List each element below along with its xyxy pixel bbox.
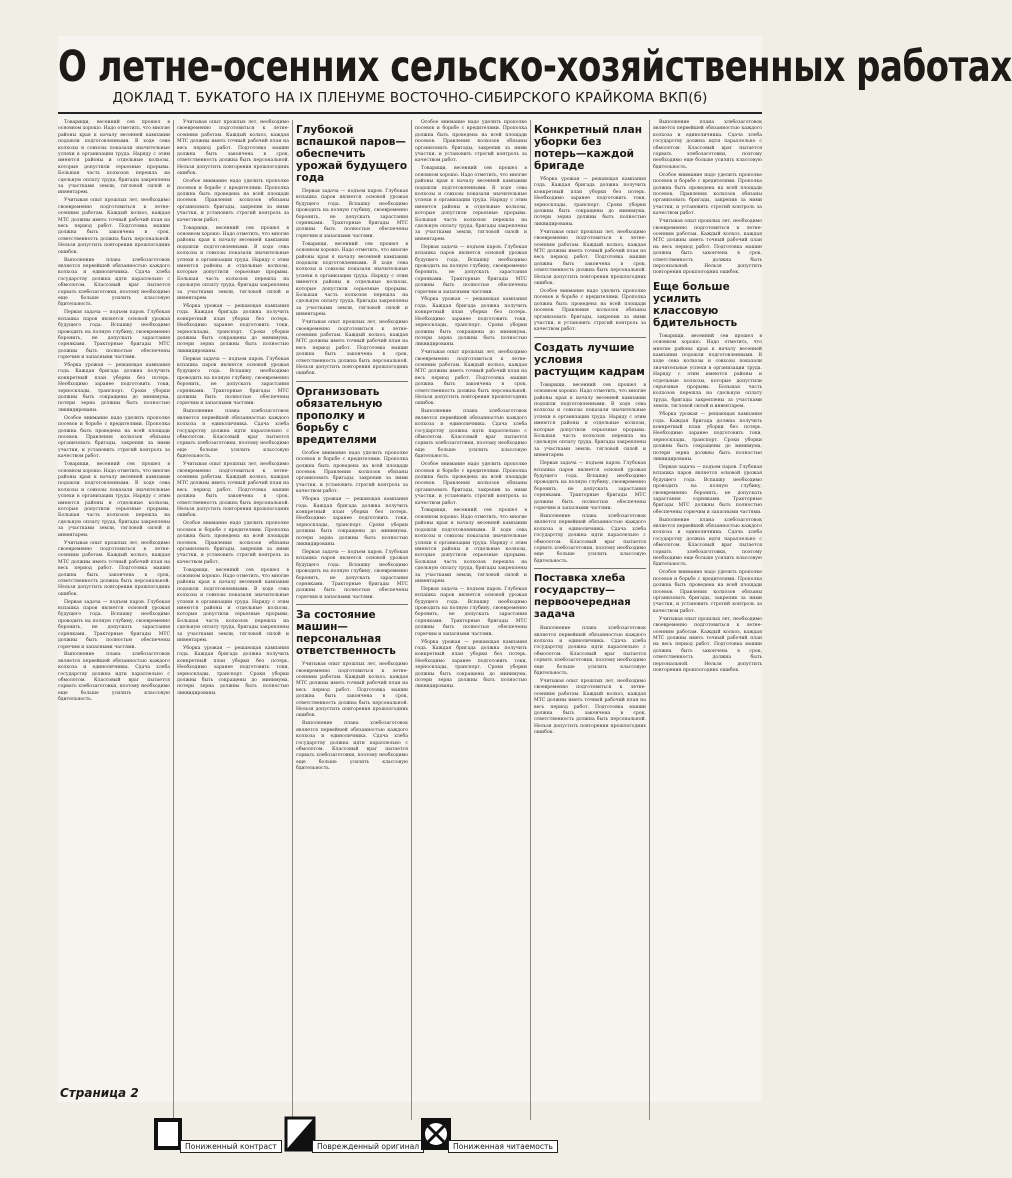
section-rule bbox=[534, 568, 646, 569]
column-3-text-6: Первая задача — подъем паров. Глубокая вспашка паров является основой урожая будущего года. Вспашку необходимо проводить на полную глубину, своевременно боронить, не допускать зарастания сорняками. Тракторные бригады МТС должны быть полностью обеспечены горючим и запасными частями. bbox=[296, 549, 408, 600]
column-2-text-5: Первая задача — подъем паров. Глубокая вспашка паров является основой урожая будущего года. Вспашку необходимо проводить на полную глубину, своевременно боронить, не допускать зарастания сорняками. Тракторные бригады МТС должны быть полностью обеспечены горючим и запасными частями. bbox=[177, 356, 289, 407]
section-title-postavka: Поставка хлеба государству—первоочередная задача bbox=[534, 573, 631, 621]
section-title-uborka: Конкретный план уборки без потерь—каждой бригаде bbox=[534, 124, 642, 172]
column-4-text-9: Первая задача — подъем паров. Глубокая вспашка паров является основой урожая будущего года. Вспашку необходимо проводить на полную глубину, своевременно боронить, не допускать зарастания сорняками. Тракторные бригады МТС должны быть полностью обеспечены горючим и запасными частями. bbox=[415, 586, 527, 637]
section-rule bbox=[296, 604, 408, 605]
column-6-text-6: Первая задача — подъем паров. Глубокая вспашка паров является основой урожая будущего года. Вспашку необходимо проводить на полную глубину, своевременно боронить, не допускать зарастания сорняками. Тракторные бригады МТС должны быть полностью обеспечены горючим и запасными частями. bbox=[653, 464, 762, 515]
section-title-propolka: Организовать обязательную прополку и борьбу с вредителями bbox=[296, 385, 383, 446]
column-1-text-2: Учитывая опыт прошлых лет, необходимо своевременно подготовиться к летне-осенним работам. Каждый колхоз, каждая МТС должны иметь точный рабочий план на весь период работ. Подготовка машин должна быть закончена в срок, ответственность должна быть персональной. Нельзя допустить повторения прошлогодних ошибок. bbox=[58, 198, 170, 255]
column-6-text-3: Учитывая опыт прошлых лет, необходимо своевременно подготовиться к летне-осенним работам. Каждый колхоз, каждая МТС должны иметь точный рабочий план на весь период работ. Подготовка машин должна быть закончена в срок, ответственность должна быть персональной. Нельзя допустить повторения прошлогодних ошибок. bbox=[653, 219, 762, 276]
column-4-text-5: Учитывая опыт прошлых лет, необходимо своевременно подготовиться к летне-осенним работам. Каждый колхоз, каждая МТС должны иметь точный рабочий план на весь период работ. Подготовка машин должна быть закончена в срок, ответственность должна быть персональной. Нельзя допустить повторения прошлогодних ошибок. bbox=[415, 350, 527, 407]
column-divider bbox=[649, 120, 650, 1120]
column-6-text-4: Товарищи, весенний сев прошел в основном хорошо. Надо отметить, что многие районы края к началу весенней кампании подошли подготовленными. В ходе сева колхозы и совхозы показали значительные успехи в организации труда. Наряду с этим имеются районы и отдельные колхозы, которые допустили серьезные прорывы. Большая часть колхозов перешла на сдельную оплату труда, бригады закреплены за участками земли, тягловой силой и инвентарем. bbox=[653, 333, 762, 410]
column-5-text-6: Выполнение плана хлебозаготовок является первейшей обязанностью каждого колхоза и единоличника. Сдача хлеба государству должна идти параллельно с обмолотом. Классовый враг пытается сорвать хлебозаготовки, поэтому необходимо еще больше усилить классовую бдительность. bbox=[534, 513, 646, 564]
column-5-text-8: Учитывая опыт прошлых лет, необходимо своевременно подготовиться к летне-осенним работам. Каждый колхоз, каждая МТС должны иметь точный рабочий план на весь период работ. Подготовка машин должна быть закончена в срок, ответственность должна быть персональной. Нельзя допустить повторения прошлогодних ошибок. bbox=[534, 678, 646, 736]
column-2-text-10: Уборка урожая — решающая кампания года. Каждая бригада должна получить конкретный план уборки без потерь. Необходимо заранее подготовить токи, зерносклады, транспорт. Сроки уборки должны быть сокращены до минимума, потери зерна должны быть полностью ликвидированы. bbox=[177, 646, 289, 696]
column-1-text-8: Учитывая опыт прошлых лет, необходимо своевременно подготовиться к летне-осенним работам. Каждый колхоз, каждая МТС должны иметь точный рабочий план на весь период работ. Подготовка машин должна быть закончена в срок, ответственность должна быть персональной. Нельзя допустить повторения прошлогодних ошибок. bbox=[58, 540, 170, 597]
column-3-text-5: Уборка урожая — решающая кампания года. Каждая бригада должна получить конкретный план уборки без потерь. Необходимо заранее подготовить токи, зерносклады, транспорт. Сроки уборки должны быть сокращены до минимума, потери зерна должны быть полностью ликвидированы. bbox=[296, 497, 408, 547]
column-4-text-3: Первая задача — подъем паров. Глубокая вспашка паров является основой урожая будущего года. Вспашку необходимо проводить на полную глубину, своевременно боронить, не допускать зарастания сорняками. Тракторные бригады МТС должны быть полностью обеспечены горючим и запасными частями. bbox=[415, 244, 527, 295]
section-rule bbox=[534, 337, 646, 338]
column-6-text-9: Учитывая опыт прошлых лет, необходимо своевременно подготовиться к летне-осенним работам. Каждый колхоз, каждая МТС должны иметь точный рабочий план на весь период работ. Подготовка машин должна быть закончена в срок, ответственность должна быть персональной. Нельзя допустить повторения прошлогодних ошибок. bbox=[653, 616, 762, 673]
column-5-text: Уборка урожая — решающая кампания года. Каждая бригада должна получить конкретный план уборки без потерь. Необходимо заранее подготовить токи, зерносклады, транспорт. Сроки уборки должны быть сокращены до минимума, потери зерна должны быть полностью ликвидированы. bbox=[534, 177, 646, 227]
column-divider bbox=[292, 120, 293, 1120]
column-2-text-8: Особое внимание надо уделить прополке посевов и борьбе с вредителями. Прополка должна быть проведена на всей площади посевов. Правления колхозов обязаны организовать бригады, закрепив за ними участки, и установить строгий контроль за качеством работ. bbox=[177, 521, 289, 565]
column-3-text-7: Учитывая опыт прошлых лет, необходимо своевременно подготовиться к летне-осенним работам. Каждый колхоз, каждая МТС должны иметь точный рабочий план на весь период работ. Подготовка машин должна быть закончена в срок, ответственность должна быть персональной. Нельзя допустить повторения прошлогодних ошибок. bbox=[296, 662, 408, 719]
column-4-text-6: Выполнение плана хлебозаготовок является первейшей обязанностью каждого колхоза и единоличника. Сдача хлеба государству должна идти параллельно с обмолотом. Классовый враг пытается сорвать хлебозаготовки, поэтому необходимо еще больше усилить классовую бдительность. bbox=[415, 409, 527, 460]
headline-rule bbox=[58, 112, 762, 114]
column-2-text-3: Товарищи, весенний сев прошел в основном хорошо. Надо отметить, что многие районы края к началу весенней кампании подошли подготовленными. В ходе сева колхозы и совхозы показали значительные успехи в организации труда. Наряду с этим имеются районы и отдельные колхозы, которые допустили серьезные прорывы. Большая часть колхозов перешла на сдельную оплату труда, бригады закреплены за участками земли, тягловой силой и инвентарем. bbox=[177, 225, 289, 301]
page-headline: О летне-осенних сельско-хозяйственных работах bbox=[58, 42, 1012, 92]
column-3-text-2: Товарищи, весенний сев прошел в основном хорошо. Надо отметить, что многие районы края к началу весенней кампании подошли подготовленными. В ходе сева колхозы и совхозы показали значительные успехи в организации труда. Наряду с этим имеются районы и отдельные колхозы, которые допустили серьезные прорывы. Большая часть колхозов перешла на сдельную оплату труда, бригады закреплены за участками земли, тягловой силой и инвентарем. bbox=[296, 241, 408, 318]
column-5-text-4: Товарищи, весенний сев прошел в основном хорошо. Надо отметить, что многие районы края к началу весенней кампании подошли подготовленными. В ходе сева колхозы и совхозы показали значительные успехи в организации труда. Наряду с этим имеются районы и отдельные колхозы, которые допустили серьезные прорывы. Большая часть колхозов перешла на сдельную оплату труда, бригады закреплены за участками земли, тягловой силой и инвентарем. bbox=[534, 382, 646, 459]
section-title-bditelnost: Еще больше усилить классовую бдительность bbox=[653, 280, 738, 329]
column-5-text-3: Особое внимание надо уделить прополке посевов и борьбе с вредителями. Прополка должна быть проведена на всей площади посевов. Правления колхозов обязаны организовать бригады, закрепив за ними участки, и установить строгий контроль за качеством работ. bbox=[534, 288, 646, 333]
column-3-text: Первая задача — подъем паров. Глубокая вспашка паров является основой урожая будущего года. Вспашку необходимо проводить на полную глубину, своевременно боронить, не допускать зарастания сорняками. Тракторные бригады МТС должны быть полностью обеспечены горючим и запасными частями. bbox=[296, 189, 408, 239]
report-subheadline: ДОКЛАД Т. БУКАТОГО НА IX ПЛЕНУМЕ ВОСТОЧНО-СИБИРСКОГО КРАЙКОМА ВКП(б) bbox=[112, 91, 708, 106]
column-4-text: Особое внимание надо уделить прополке посевов и борьбе с вредителями. Прополка должна быть проведена на всей площади посевов. Правления колхозов обязаны организовать бригады, закрепив за ними участки, и установить строгий контроль за качеством работ. bbox=[415, 120, 527, 164]
column-2 bbox=[177, 120, 289, 1020]
section-rule bbox=[296, 381, 408, 382]
column-5-text-7: Выполнение плана хлебозаготовок является первейшей обязанностью каждого колхоза и единоличника. Сдача хлеба государству должна идти параллельно с обмолотом. Классовый враг пытается сорвать хлебозаготовки, поэтому необходимо еще больше усилить классовую бдительность. bbox=[534, 626, 646, 676]
column-1-text-3: Выполнение плана хлебозаготовок является первейшей обязанностью каждого колхоза и единоличника. Сдача хлеба государству должна идти параллельно с обмолотом. Классовый враг пытается сорвать хлебозаготовки, поэтому необходимо еще больше усилить классовую бдительность. bbox=[58, 257, 170, 308]
low-readability-label: Пониженная читаемость bbox=[448, 1140, 558, 1153]
column-2-text-9: Товарищи, весенний сев прошел в основном хорошо. Надо отметить, что многие районы края к началу весенней кампании подошли подготовленными. В ходе сева колхозы и совхозы показали значительные успехи в организации труда. Наряду с этим имеются районы и отдельные колхозы, которые допустили серьезные прорывы. Большая часть колхозов перешла на сдельную оплату труда, бригады закреплены за участками земли, тягловой силой и инвентарем. bbox=[177, 567, 289, 644]
column-4-text-4: Уборка урожая — решающая кампания года. Каждая бригада должна получить конкретный план уборки без потерь. Необходимо заранее подготовить токи, зерносклады, транспорт. Сроки уборки должны быть сокращены до минимума, потери зерна должны быть полностью ликвидированы. bbox=[415, 297, 527, 348]
column-2-text: Учитывая опыт прошлых лет, необходимо своевременно подготовиться к летне-осенним работам. Каждый колхоз, каждая МТС должны иметь точный рабочий план на весь период работ. Подготовка машин должна быть закончена в срок, ответственность должна быть персональной. Нельзя допустить повторения прошлогодних ошибок. bbox=[177, 120, 289, 177]
column-4-text-2: Товарищи, весенний сев прошел в основном хорошо. Надо отметить, что многие районы края к началу весенней кампании подошли подготовленными. В ходе сева колхозы и совхозы показали значительные успехи в организации труда. Наряду с этим имеются районы и отдельные колхозы, которые допустили серьезные прорывы. Большая часть колхозов перешла на сдельную оплату труда, бригады закреплены за участками земли, тягловой силой и инвентарем. bbox=[415, 166, 527, 242]
column-4-text-8: Товарищи, весенний сев прошел в основном хорошо. Надо отметить, что многие районы края к началу весенней кампании подошли подготовленными. В ходе сева колхозы и совхозы показали значительные успехи в организации труда. Наряду с этим имеются районы и отдельные колхозы, которые допустили серьезные прорывы. Большая часть колхозов перешла на сдельную оплату труда, бригады закреплены за участками земли, тягловой силой и инвентарем. bbox=[415, 508, 527, 584]
quality-footer bbox=[150, 1116, 560, 1156]
column-2-text-7: Учитывая опыт прошлых лет, необходимо своевременно подготовиться к летне-осенним работам. Каждый колхоз, каждая МТС должны иметь точный рабочий план на весь период работ. Подготовка машин должна быть закончена в срок, ответственность должна быть персональной. Нельзя допустить повторения прошлогодних ошибок. bbox=[177, 462, 289, 519]
column-divider bbox=[530, 120, 531, 1120]
column-2-text-4: Уборка урожая — решающая кампания года. Каждая бригада должна получить конкретный план уборки без потерь. Необходимо заранее подготовить токи, зерносклады, транспорт. Сроки уборки должны быть сокращены до минимума, потери зерна должны быть полностью ликвидированы. bbox=[177, 303, 289, 354]
column-1-text-6: Особое внимание надо уделить прополке посевов и борьбе с вредителями. Прополка должна быть проведена на всей площади посевов. Правления колхозов обязаны организовать бригады, закрепив за ними участки, и установить строгий контроль за качеством работ. bbox=[58, 415, 170, 460]
column-6-text-2: Особое внимание надо уделить прополке посевов и борьбе с вредителями. Прополка должна быть проведена на всей площади посевов. Правления колхозов обязаны организовать бригады, закрепив за ними участки, и установить строгий контроль за качеством работ. bbox=[653, 172, 762, 217]
low-contrast-label: Пониженный контраст bbox=[180, 1140, 282, 1153]
column-2-text-2: Особое внимание надо уделить прополке посевов и борьбе с вредителями. Прополка должна быть проведена на всей площади посевов. Правления колхозов обязаны организовать бригады, закрепив за ними участки, и установить строгий контроль за качеством работ. bbox=[177, 179, 289, 223]
column-4 bbox=[415, 120, 527, 1020]
newspaper-page bbox=[58, 36, 1012, 1102]
column-4-text-7: Особое внимание надо уделить прополке посевов и борьбе с вредителями. Прополка должна быть проведена на всей площади посевов. Правления колхозов обязаны организовать бригады, закрепив за ними участки, и установить строгий контроль за качеством работ. bbox=[415, 462, 527, 506]
column-divider bbox=[411, 120, 412, 1120]
section-title-kadry: Создать лучшие условия растущим кадрам bbox=[534, 341, 645, 378]
column-1 bbox=[58, 120, 170, 1020]
column-3 bbox=[296, 120, 408, 1020]
column-1-text-5: Уборка урожая — решающая кампания года. Каждая бригада должна получить конкретный план уборки без потерь. Необходимо заранее подготовить токи, зерносклады, транспорт. Сроки уборки должны быть сокращены до минимума, потери зерна должны быть полностью ликвидированы. bbox=[58, 363, 170, 413]
damaged-original-label: Поврежденный оригинал bbox=[312, 1140, 424, 1153]
column-3-text-4: Особое внимание надо уделить прополке посевов и борьбе с вредителями. Прополка должна быть проведена на всей площади посевов. Правления колхозов обязаны организовать бригады, закрепив за ними участки, и установить строгий контроль за качеством работ. bbox=[296, 450, 408, 495]
column-6-text-8: Особое внимание надо уделить прополке посевов и борьбе с вредителями. Прополка должна быть проведена на всей площади посевов. Правления колхозов обязаны организовать бригады, закрепив за ними участки, и установить строгий контроль за качеством работ. bbox=[653, 570, 762, 614]
page-number: Страница 2 bbox=[60, 1086, 139, 1100]
column-6-text-7: Выполнение плана хлебозаготовок является первейшей обязанностью каждого колхоза и единоличника. Сдача хлеба государству должна идти параллельно с обмолотом. Классовый враг пытается сорвать хлебозаготовки, поэтому необходимо еще больше усилить классовую бдительность. bbox=[653, 517, 762, 568]
section-title-vspashka: Глубокой вспашкой паров—обеспечить урожай будущего года bbox=[296, 124, 408, 184]
column-divider bbox=[173, 120, 174, 1120]
column-1-text-4: Первая задача — подъем паров. Глубокая вспашка паров является основой урожая будущего года. Вспашку необходимо проводить на полную глубину, своевременно боронить, не допускать зарастания сорняками. Тракторные бригады МТС должны быть полностью обеспечены горючим и запасными частями. bbox=[58, 310, 170, 361]
section-title-mashiny: За состояние машин—персональная ответственность bbox=[296, 609, 396, 658]
column-6 bbox=[653, 120, 762, 1020]
column-2-text-6: Выполнение плана хлебозаготовок является первейшей обязанностью каждого колхоза и единоличника. Сдача хлеба государству должна идти параллельно с обмолотом. Классовый враг пытается сорвать хлебозаготовки, поэтому необходимо еще больше усилить классовую бдительность. bbox=[177, 409, 289, 460]
column-4-text-10: Уборка урожая — решающая кампания года. Каждая бригада должна получить конкретный план уборки без потерь. Необходимо заранее подготовить токи, зерносклады, транспорт. Сроки уборки должны быть сокращены до минимума, потери зерна должны быть полностью ликвидированы. bbox=[415, 639, 527, 690]
column-6-text: Выполнение плана хлебозаготовок является первейшей обязанностью каждого колхоза и единоличника. Сдача хлеба государству должна идти параллельно с обмолотом. Классовый враг пытается сорвать хлебозаготовки, поэтому необходимо еще больше усилить классовую бдительность. bbox=[653, 120, 762, 170]
column-6-text-5: Уборка урожая — решающая кампания года. Каждая бригада должна получить конкретный план уборки без потерь. Необходимо заранее подготовить токи, зерносклады, транспорт. Сроки уборки должны быть сокращены до минимума, потери зерна должны быть полностью ликвидированы. bbox=[653, 412, 762, 462]
column-1-text-7: Товарищи, весенний сев прошел в основном хорошо. Надо отметить, что многие районы края к началу весенней кампании подошли подготовленными. В ходе сева колхозы и совхозы показали значительные успехи в организации труда. Наряду с этим имеются районы и отдельные колхозы, которые допустили серьезные прорывы. Большая часть колхозов перешла на сдельную оплату труда, бригады закреплены за участками земли, тягловой силой и инвентарем. bbox=[58, 462, 170, 538]
column-5 bbox=[534, 120, 646, 1020]
column-1-text-10: Выполнение плана хлебозаготовок является первейшей обязанностью каждого колхоза и единоличника. Сдача хлеба государству должна идти параллельно с обмолотом. Классовый враг пытается сорвать хлебозаготовки, поэтому необходимо еще больше усилить классовую бдительность. bbox=[58, 652, 170, 703]
column-1-text-9: Первая задача — подъем паров. Глубокая вспашка паров является основой урожая будущего года. Вспашку необходимо проводить на полную глубину, своевременно боронить, не допускать зарастания сорняками. Тракторные бригады МТС должны быть полностью обеспечены горючим и запасными частями. bbox=[58, 599, 170, 650]
column-1-text: Товарищи, весенний сев прошел в основном хорошо. Надо отметить, что многие районы края к началу весенней кампании подошли подготовленными. В ходе сева колхозы и совхозы показали значительные успехи в организации труда. Наряду с этим имеются районы и отдельные колхозы, которые допустили серьезные прорывы. Большая часть колхозов перешла на сдельную оплату труда, бригады закреплены за участками земли, тягловой силой и инвентарем. bbox=[58, 120, 170, 196]
column-5-text-5: Первая задача — подъем паров. Глубокая вспашка паров является основой урожая будущего года. Вспашку необходимо проводить на полную глубину, своевременно боронить, не допускать зарастания сорняками. Тракторные бригады МТС должны быть полностью обеспечены горючим и запасными частями. bbox=[534, 461, 646, 511]
column-3-text-3: Учитывая опыт прошлых лет, необходимо своевременно подготовиться к летне-осенним работам. Каждый колхоз, каждая МТС должны иметь точный рабочий план на весь период работ. Подготовка машин должна быть закончена в срок, ответственность должна быть персональной. Нельзя допустить повторения прошлогодних ошибок. bbox=[296, 320, 408, 377]
column-3-text-8: Выполнение плана хлебозаготовок является первейшей обязанностью каждого колхоза и единоличника. Сдача хлеба государству должна идти параллельно с обмолотом. Классовый враг пытается сорвать хлебозаготовки, поэтому необходимо еще больше усилить классовую бдительность. bbox=[296, 721, 408, 772]
column-5-text-2: Учитывая опыт прошлых лет, необходимо своевременно подготовиться к летне-осенним работам. Каждый колхоз, каждая МТС должны иметь точный рабочий план на весь период работ. Подготовка машин должна быть закончена в срок, ответственность должна быть персональной. Нельзя допустить повторения прошлогодних ошибок. bbox=[534, 229, 646, 286]
